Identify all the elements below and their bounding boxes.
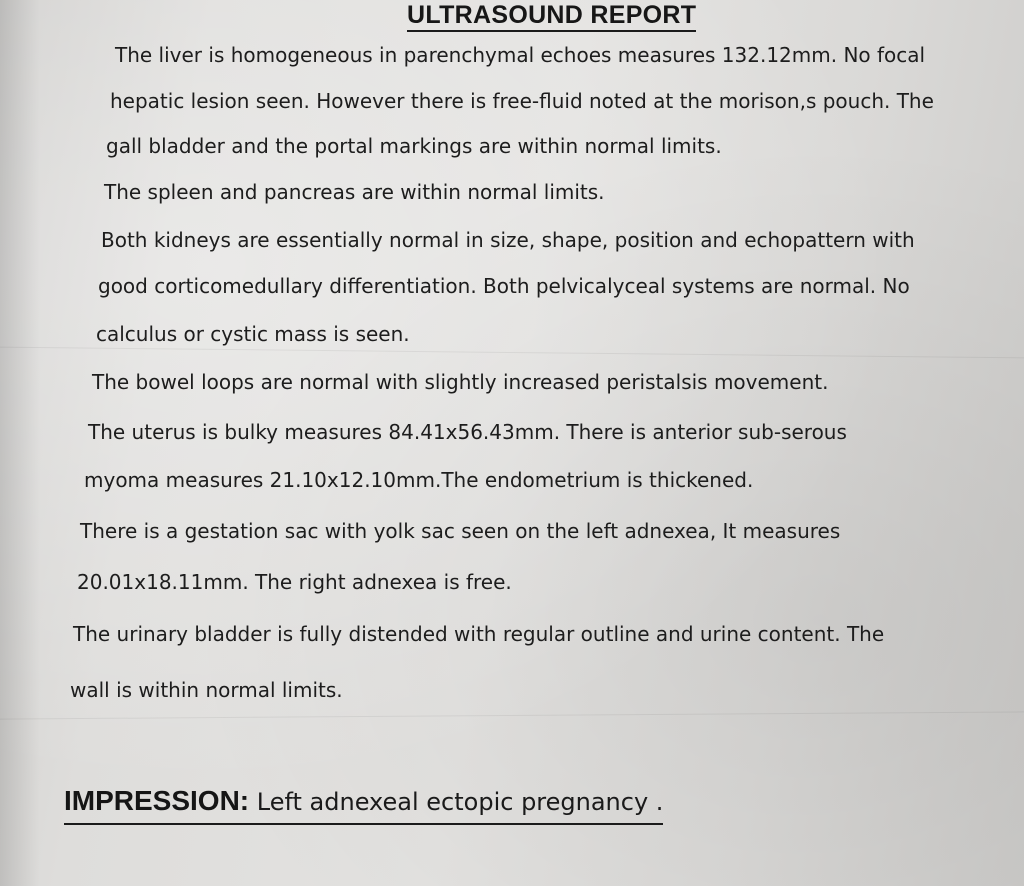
report-line-9: The uterus is bulky measures 84.41x56.43mm. There is anterior sub-serous — [88, 420, 847, 444]
paper-edge-shadow — [0, 0, 40, 886]
report-line-13: The urinary bladder is fully distended with regular outline and urine content. The — [73, 622, 885, 646]
impression-label: IMPRESSION: — [64, 785, 250, 816]
report-line-10: myoma measures 21.10x12.10mm.The endometrium is thickened. — [84, 468, 754, 492]
impression-text: Left adnexeal ectopic pregnancy . — [249, 788, 664, 816]
report-line-3: gall bladder and the portal markings are within normal limits. — [106, 134, 722, 158]
report-line-8: The bowel loops are normal with slightly increased peristalsis movement. — [92, 370, 829, 394]
report-line-4: The spleen and pancreas are within normal limits. — [104, 180, 605, 204]
impression — [64, 784, 663, 825]
report-line-7: calculus or cystic mass is seen. — [96, 322, 410, 346]
report-line-12: 20.01x18.11mm. The right adnexea is free. — [77, 570, 512, 594]
report-line-5: Both kidneys are essentially normal in size, shape, position and echopattern with — [101, 228, 915, 252]
report-line-14: wall is within normal limits. — [70, 678, 343, 702]
paper-crease — [0, 347, 1024, 359]
report-line-2: hepatic lesion seen. However there is free-fluid noted at the morison,s pouch. The — [110, 89, 934, 113]
report-line-6: good corticomedullary differentiation. Both pelvicalyceal systems are normal. No — [98, 274, 910, 298]
report-line-11: There is a gestation sac with yolk sac seen on the left adnexea, It measures — [80, 519, 841, 543]
paper-crease — [0, 711, 1024, 719]
report-title: ULTRASOUND REPORT — [407, 0, 696, 32]
report-line-1: The liver is homogeneous in parenchymal echoes measures 132.12mm. No focal — [115, 43, 926, 67]
